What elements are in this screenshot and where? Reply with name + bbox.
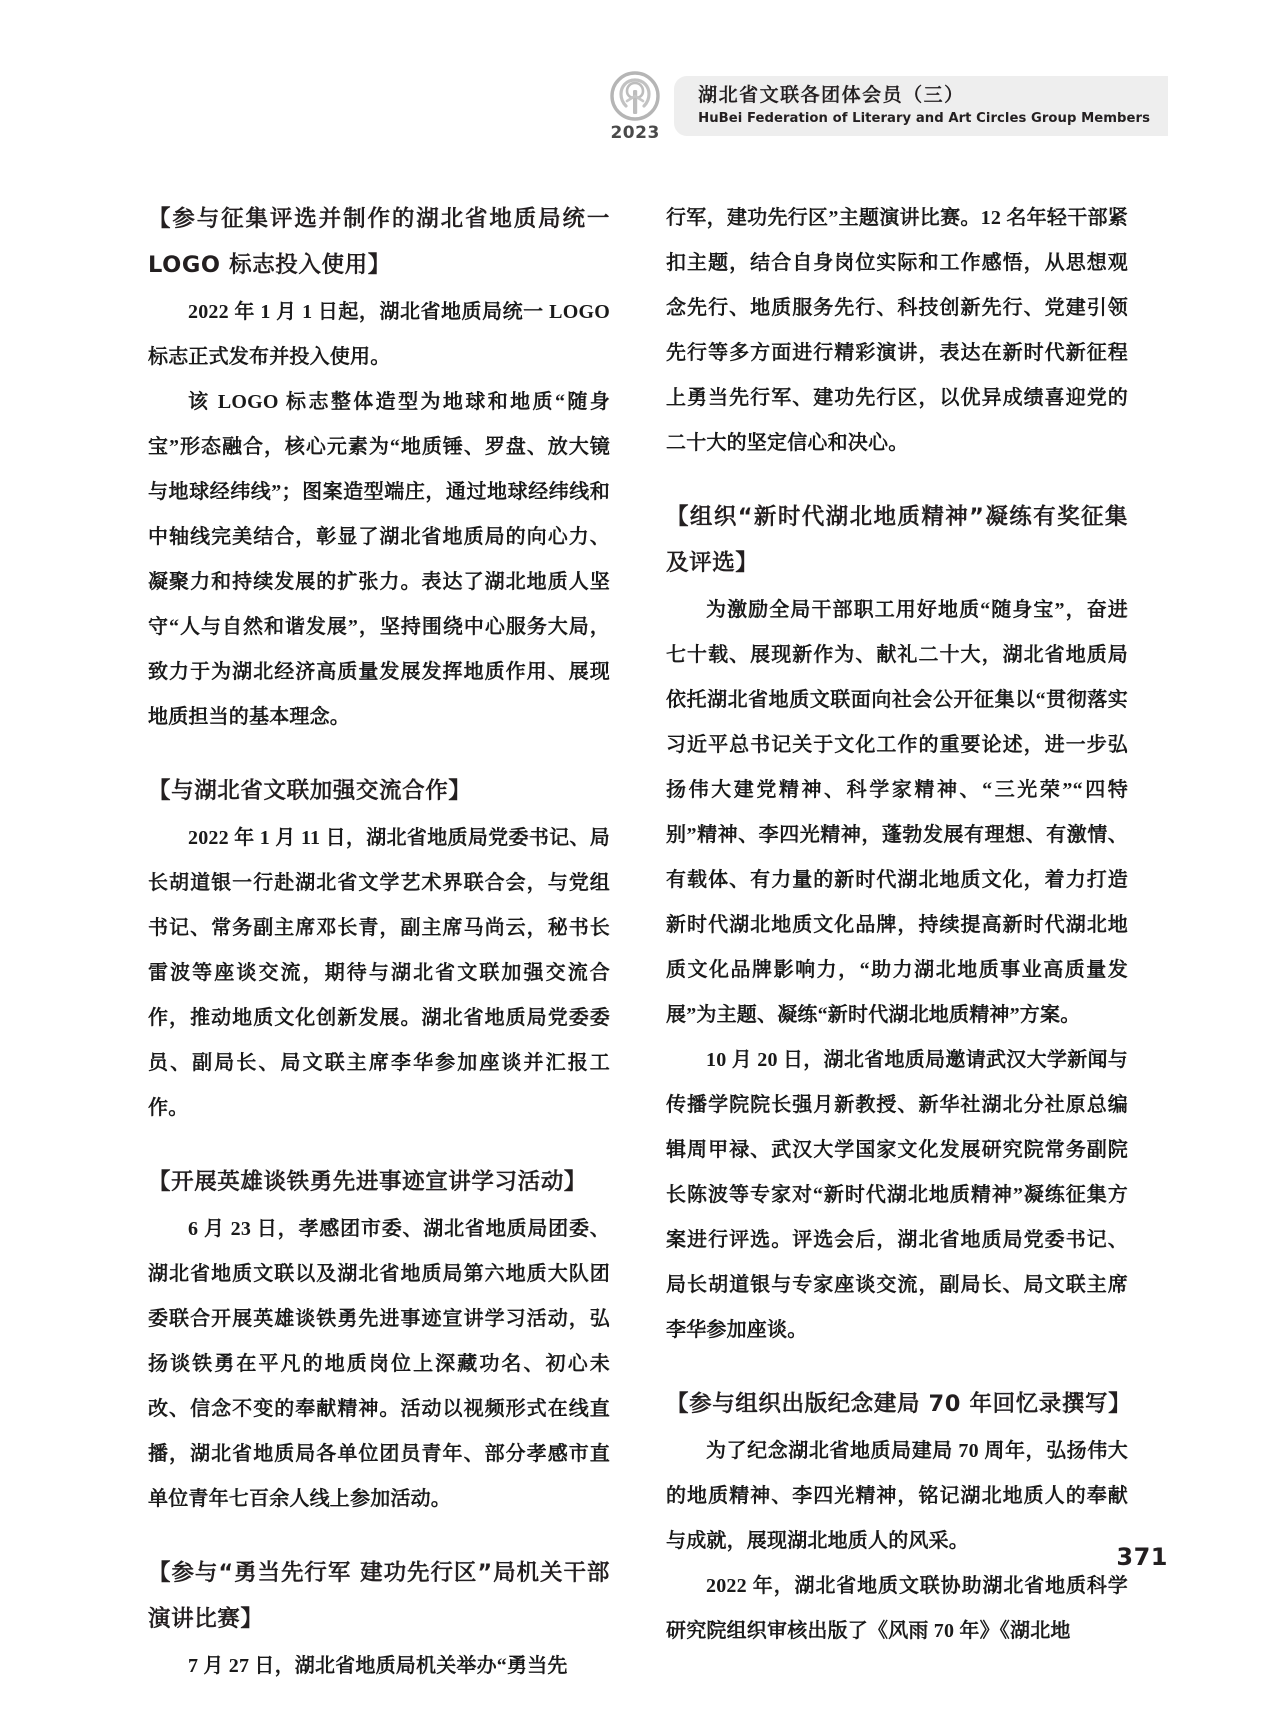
body-paragraph: 7 月 27 日，湖北省地质局机关举办“勇当先 bbox=[188, 1655, 568, 1677]
body-paragraph: 2022 年，湖北省地质文联协助湖北省地质科学研究院组织审核出版了《风雨 70 年》《湖北地 bbox=[666, 1575, 1128, 1642]
page-header bbox=[0, 70, 1276, 142]
header-title-english: HuBei Federation of Literary and Art Circles Group Members bbox=[698, 110, 1150, 126]
page-number: 371 bbox=[1116, 1543, 1168, 1571]
header-title-chinese: 湖北省文联各团体会员（三） bbox=[698, 84, 965, 107]
section-heading: 【与湖北省文联加强交流合作】 bbox=[148, 778, 472, 804]
body-paragraph: 为了纪念湖北省地质局建局 70 周年，弘扬伟大的地质精神、李四光精神，铭记湖北地质人的奉献与成就，展现湖北地质人的风采。 bbox=[666, 1440, 1128, 1552]
section-heading: 【开展英雄谈铁勇先进事迹宣讲学习活动】 bbox=[148, 1169, 587, 1195]
header-title-band bbox=[674, 76, 1168, 136]
section-heading: 【参与组织出版纪念建局 70 年回忆录撰写】 bbox=[666, 1391, 1132, 1417]
body-paragraph: 该 LOGO 标志整体造型为地球和地质“随身宝”形态融合，核心元素为“地质锤、罗盘、放大镜与地球经纬线”；图案造型端庄，通过地球经纬线和中轴线完美结合，彰显了湖北省地质局的向心力、凝聚力和持续发展的扩张力。表达了湖北地质人坚守“人与自然和谐发展”，坚持围绕中心服务大局，致力于为湖北经济高质量发展发挥地质作用、展现地质担当的基本理念。 bbox=[148, 391, 610, 728]
body-paragraph: 2022 年 1 月 11 日，湖北省地质局党委书记、局长胡道银一行赴湖北省文学艺术界联合会，与党组书记、常务副主席邓长青，副主席马尚云，秘书长雷波等座谈交流，期待与湖北省文联加强交流合作，推动地质文化创新发展。湖北省地质局党委委员、副局长、局文联主席李华参加座谈并汇报工作。 bbox=[148, 827, 610, 1119]
publication-logo bbox=[604, 70, 666, 142]
section-heading: 【组织“新时代湖北地质精神”凝练有奖征集及评选】 bbox=[666, 504, 1128, 576]
body-paragraph: 10 月 20 日，湖北省地质局邀请武汉大学新闻与传播学院院长强月新教授、新华社湖北分社原总编辑周甲禄、武汉大学国家文化发展研究院常务副院长陈波等专家对“新时代湖北地质精神”凝练征集方案进行评选。评选会后，湖北省地质局党委书记、局长胡道银与专家座谈交流，副局长、局文联主席李华参加座谈。 bbox=[666, 1049, 1128, 1341]
right-column bbox=[666, 196, 1132, 1689]
hubei-federation-emblem-icon bbox=[609, 70, 661, 122]
page-content bbox=[148, 196, 1132, 1689]
section-heading: 【参与征集评选并制作的湖北省地质局统一 LOGO 标志投入使用】 bbox=[148, 206, 610, 278]
body-paragraph: 行军，建功先行区”主题演讲比赛。12 名年轻干部紧扣主题，结合自身岗位实际和工作感悟，从思想观念先行、地质服务先行、科技创新先行、党建引领先行等多方面进行精彩演讲，表达在新时代新征程上勇当先行军、建功先行区，以优异成绩喜迎党的二十大的坚定信心和决心。 bbox=[666, 207, 1128, 454]
section-heading: 【参与“勇当先行军 建功先行区”局机关干部演讲比赛】 bbox=[148, 1560, 610, 1632]
logo-year: 2023 bbox=[610, 123, 660, 143]
body-paragraph: 2022 年 1 月 1 日起，湖北省地质局统一 LOGO 标志正式发布并投入使用。 bbox=[148, 301, 610, 368]
body-paragraph: 为激励全局干部职工用好地质“随身宝”，奋进七十载、展现新作为、献礼二十大，湖北省地质局依托湖北省地质文联面向社会公开征集以“贯彻落实习近平总书记关于文化工作的重要论述，进一步弘扬伟大建党精神、科学家精神、“三光荣”“四特别”精神、李四光精神，蓬勃发展有理想、有激情、有载体、有力量的新时代湖北地质文化，着力打造新时代湖北地质文化品牌，持续提高新时代湖北地质文化品牌影响力，“助力湖北地质事业高质量发展”为主题、凝练“新时代湖北地质精神”方案。 bbox=[666, 599, 1128, 1026]
header-inner bbox=[604, 70, 1168, 142]
left-column bbox=[148, 196, 610, 1689]
body-paragraph: 6 月 23 日，孝感团市委、湖北省地质局团委、湖北省地质文联以及湖北省地质局第六地质大队团委联合开展英雄谈铁勇先进事迹宣讲学习活动，弘扬谈铁勇在平凡的地质岗位上深藏功名、初心未改、信念不变的奉献精神。活动以视频形式在线直播，湖北省地质局各单位团员青年、部分孝感市直单位青年七百余人线上参加活动。 bbox=[148, 1218, 610, 1510]
